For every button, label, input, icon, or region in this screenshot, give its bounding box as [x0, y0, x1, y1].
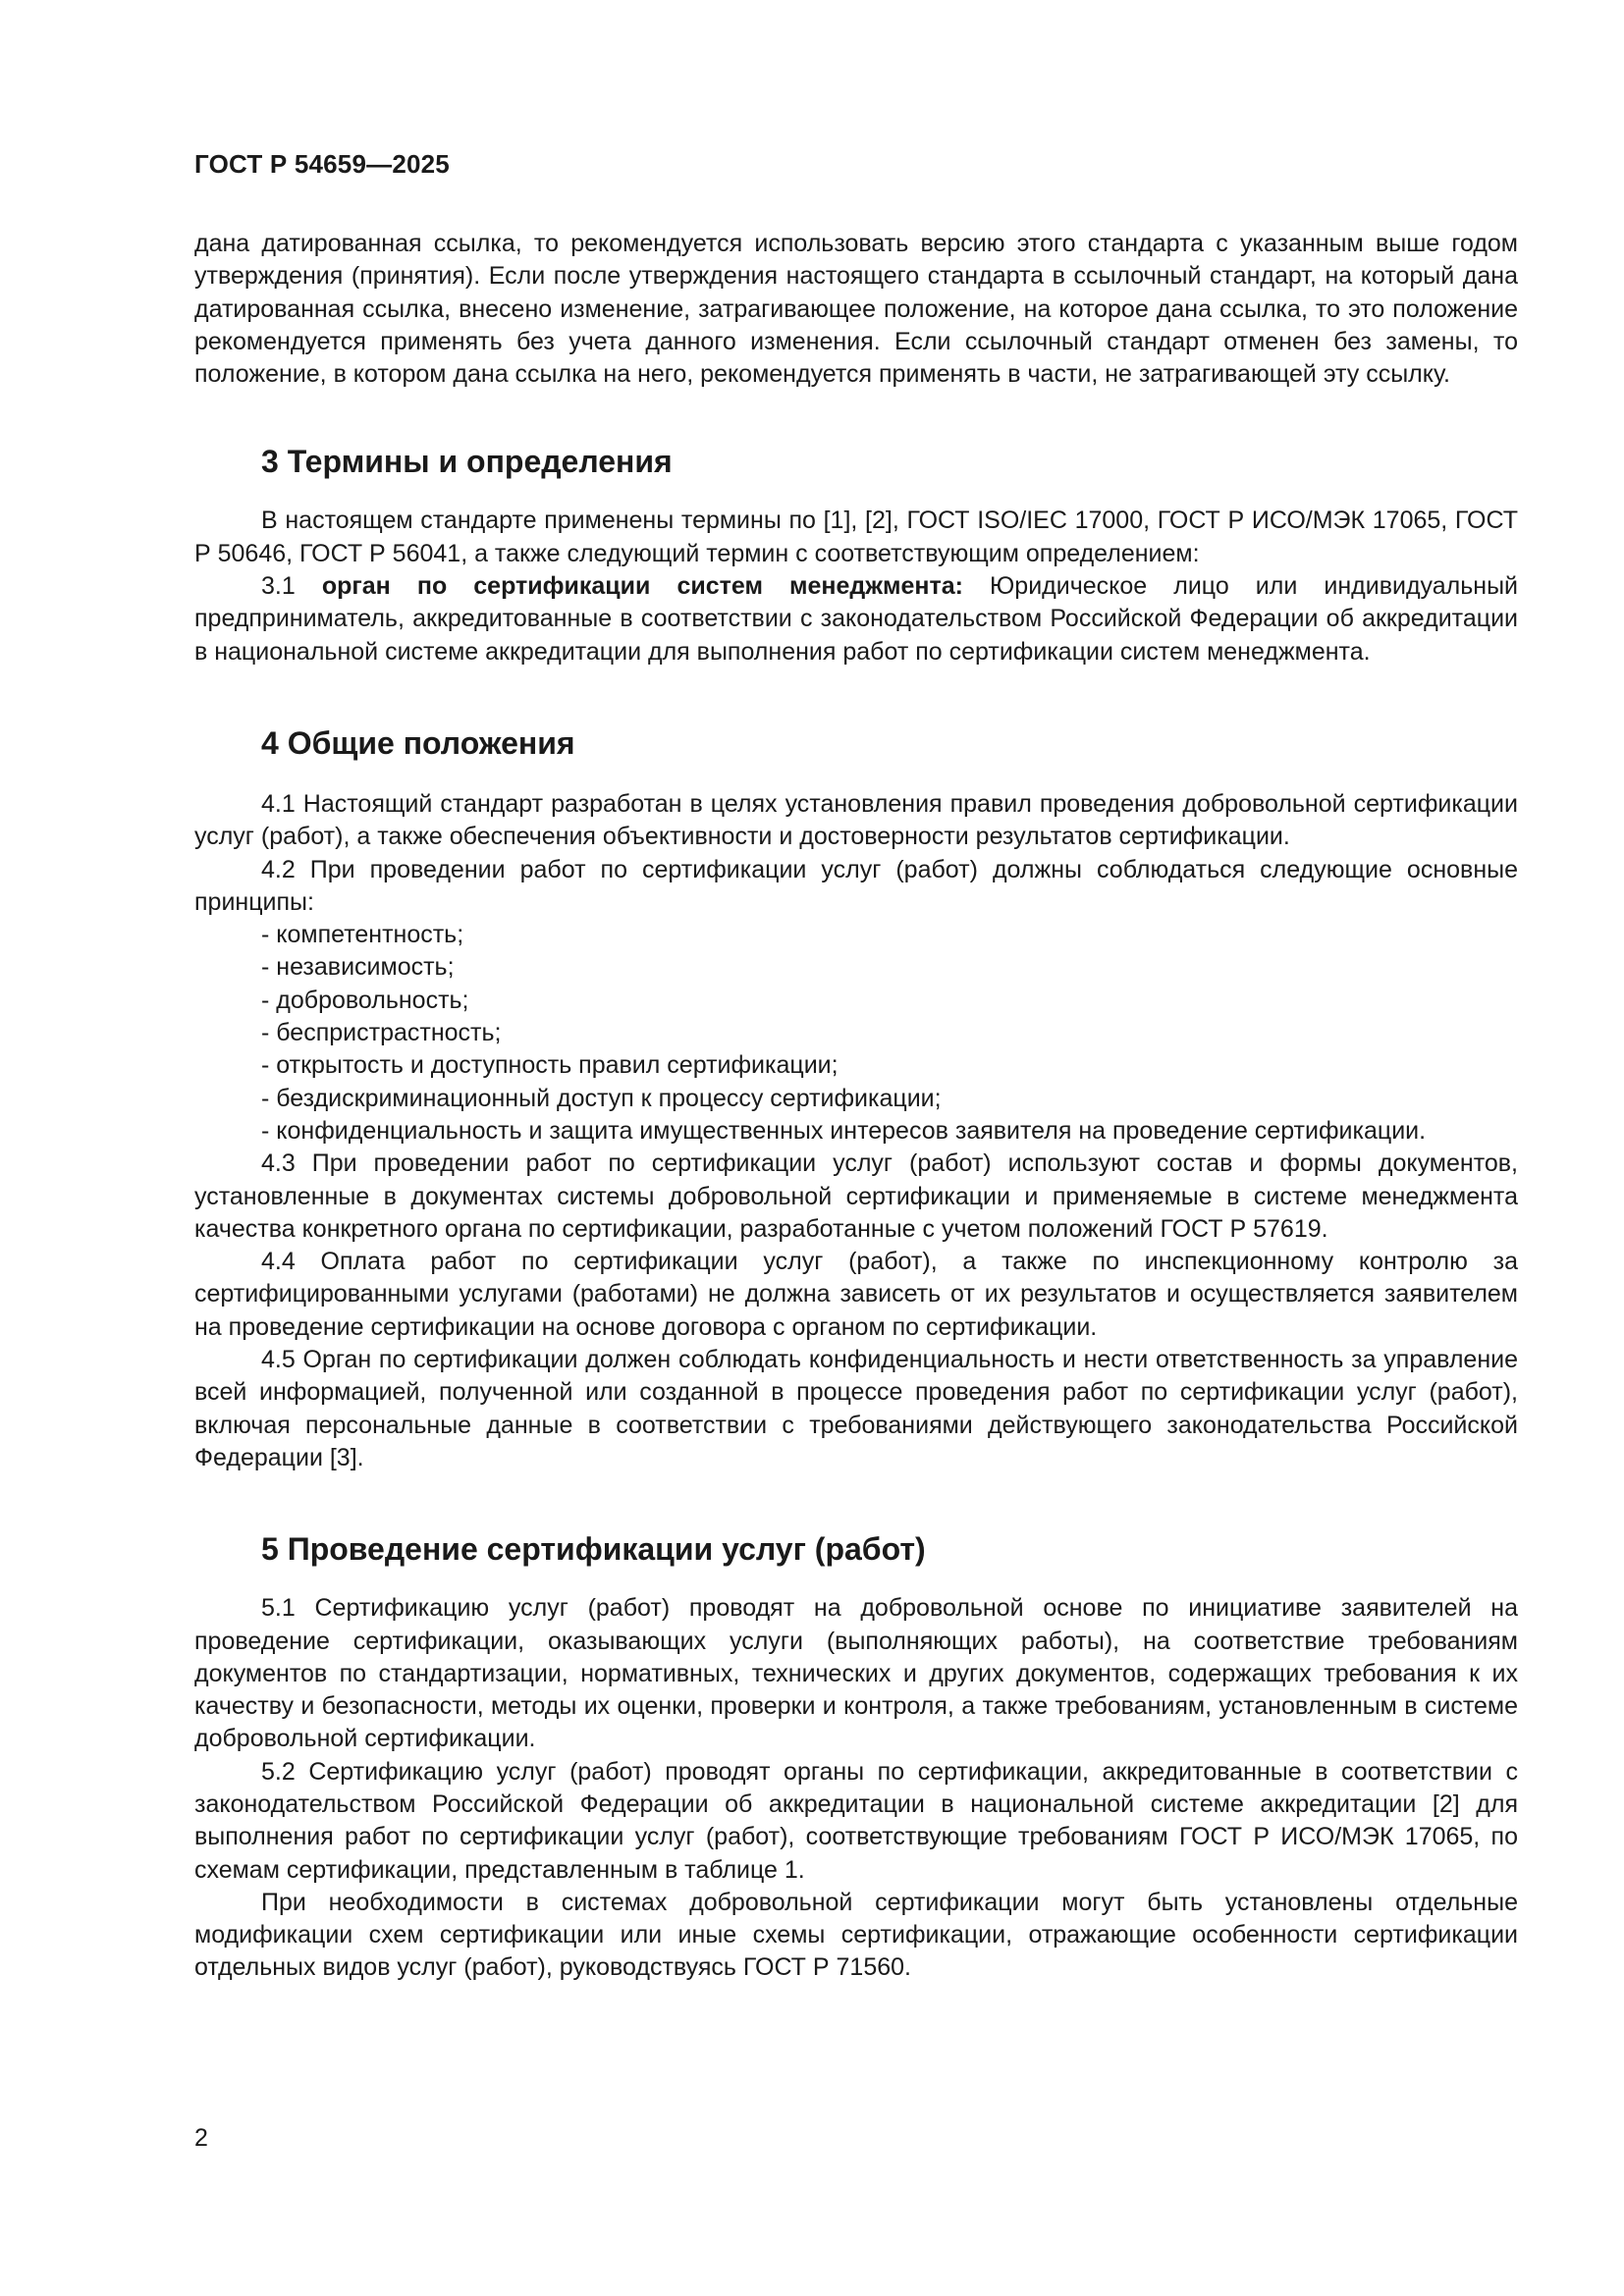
- principle-list-item: - конфиденциальность и защита имущественных интересов заявителя на проведение сертификации.: [261, 1116, 1427, 1145]
- principle-list-item: - бездискриминационный доступ к процессу сертификации;: [261, 1084, 942, 1112]
- paragraph-5-2: 5.2 Сертификацию услуг (работ) проводят органы по сертификации, аккредитованные в соответствии с законодательством Российской Федерации об аккредитации в национальной системе аккредитации [2] для выполнения работ по сертификации услуг (работ), соответствующие требованиям ГОСТ Р ИСО/МЭК 17065, по схемам сертификации, представленным в таблице 1.: [194, 1757, 1518, 1884]
- principle-list-item: - открытость и доступность правил сертификации;: [261, 1051, 839, 1080]
- document-header-id: ГОСТ Р 54659—2025: [194, 149, 450, 179]
- section-3-title: 3 Термины и определения: [261, 444, 673, 480]
- term-definition: Юридическое лицо или индивидуальный предприниматель, аккредитованные в соответствии с законодательством Российской Федерации об аккредитации в национальной системе аккредитации для выполнения работ по сертификации систем менеджмента.: [194, 572, 1519, 666]
- paragraph-4-4: 4.4 Оплата работ по сертификации услуг (работ), а также по инспекционному контролю за сертифицированными услугами (работами) не должна зависеть от их результатов и осуществляется заявителем на проведение сертификации на основе договора с органом по сертификации.: [194, 1248, 1518, 1341]
- principle-list-item: - добровольность;: [261, 986, 469, 1014]
- principle-list-item: - независимость;: [261, 953, 455, 982]
- section-5-title: 5 Проведение сертификации услуг (работ): [261, 1531, 926, 1568]
- principle-list-item: - компетентность;: [261, 921, 464, 949]
- paragraph-4-2: 4.2 При проведении работ по сертификации услуг (работ) должны соблюдаться следующие основные принципы:: [194, 855, 1518, 916]
- intro-paragraph: дана датированная ссылка, то рекомендуется использовать версию этого стандарта с указанным выше годом утверждения (принятия). Если после утверждения настоящего стандарта в ссылочный стандарт, на который дана датированная ссылка, внесено изменение, затрагивающее положение, на которое дана ссылка, то это положение рекомендуется применять без учета данного изменения. Если ссылочный стандарт отменен без замены, то положение, в котором дана ссылка на него, рекомендуется применять в части, не затрагивающей эту ссылку.: [194, 230, 1518, 389]
- paragraph-4-1: 4.1 Настоящий стандарт разработан в целях установления правил проведения добровольной сертификации услуг (работ), а также обеспечения объективности и достоверности результатов сертификации.: [194, 789, 1518, 851]
- principle-list-item: - беспристрастность;: [261, 1019, 502, 1047]
- section-3-paragraph-1: В настоящем стандарте применены термины по [1], [2], ГОСТ ISO/IEC 17000, ГОСТ Р ИСО/МЭК 17065, ГОСТ Р 50646, ГОСТ Р 56041, а также следующий термин с соответствующим определением:: [194, 507, 1518, 567]
- term-name: орган по сертификации систем менеджмента:: [321, 572, 963, 601]
- section-4-title: 4 Общие положения: [261, 724, 575, 761]
- paragraph-4-3: 4.3 При проведении работ по сертификации услуг (работ) используют состав и формы документов, установленные в документах системы добровольной сертификации и применяемые в системе менеджмента качества конкретного органа по сертификации, разработанные с учетом положений ГОСТ Р 57619.: [194, 1149, 1518, 1243]
- term-number: 3.1: [261, 572, 322, 601]
- page-number: 2: [194, 2124, 208, 2152]
- paragraph-5-3: При необходимости в системах добровольной сертификации могут быть установлены отдельные модификации схем сертификации или иные схемы сертификации, отражающие особенности сертификации отдельных видов услуг (работ), руководствуясь ГОСТ Р 71560.: [194, 1888, 1518, 1982]
- paragraph-5-1: 5.1 Сертификацию услуг (работ) проводят на добровольной основе по инициативе заявителей на проведение сертификации, оказывающих услуги (выполняющих работы), на соответствие требованиям документов по стандартизации, нормативных, технических и других документов, содержащих требования к их качеству и безопасности, методы их оценки, проверки и контроля, а также требованиям, установленным в системе добровольной сертификации.: [194, 1594, 1518, 1753]
- term-3-1-paragraph: [194, 570, 1518, 668]
- paragraph-4-5: 4.5 Орган по сертификации должен соблюдать конфиденциальность и нести ответственность за управление всей информацией, полученной или созданной в процессе проведения работ по сертификации услуг (работ), включая персональные данные в соответствии с требованиями действующего законодательства Российской Федерации [3].: [194, 1346, 1518, 1471]
- document-body: [194, 228, 1518, 1985]
